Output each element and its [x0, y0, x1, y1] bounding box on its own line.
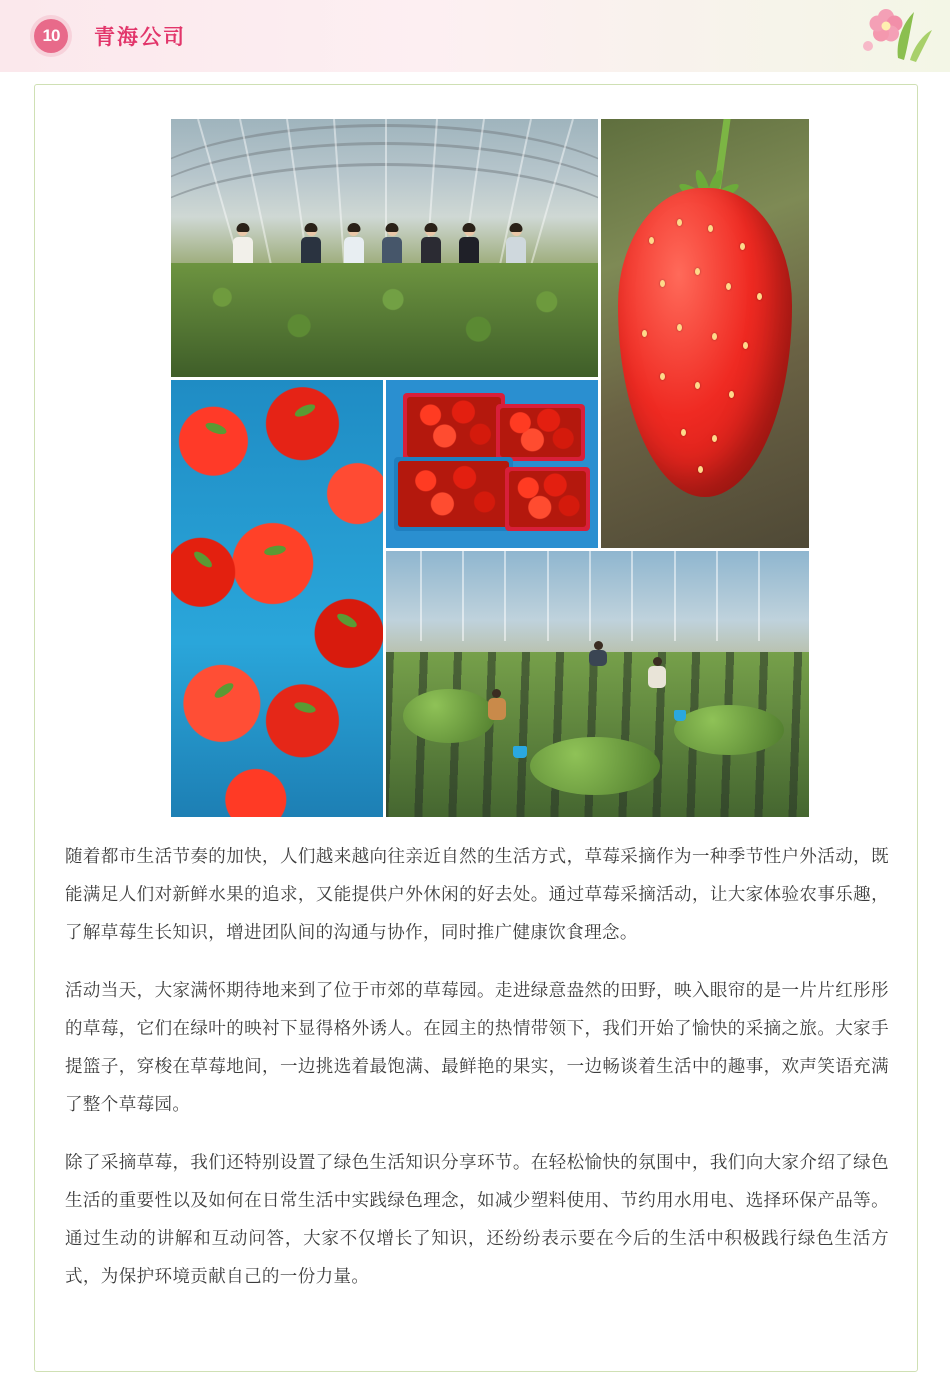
content-frame: [34, 84, 918, 1372]
article-paragraph: 除了采摘草莓，我们还特别设置了绿色生活知识分享环节。在轻松愉快的氛围中，我们向大家介绍了绿色生活的重要性以及如何在日常生活中实践绿色理念，如减少塑料使用、节约用水用电、选择环保产品等。通过生动的讲解和互动问答，大家不仅增长了知识，还纷纷表示要在今后的生活中积极践行绿色生活方式，为保护环境贡献自己的一份力量。: [65, 1152, 889, 1286]
page-title: 青海公司: [94, 26, 186, 49]
red-basket: [505, 467, 590, 531]
article-paragraph: 随着都市生活节奏的加快，人们越来越向往亲近自然的生活方式，草莓采摘作为一种季节性户外活动，既能满足人们对新鲜水果的追求，又能提供户外休闲的好去处。通过草莓采摘活动，让大家体验农事乐趣，了解草莓生长知识，增进团队间的沟通与协作，同时推广健康饮食理念。: [65, 846, 889, 942]
strawberry-beds: [171, 263, 598, 377]
closeup-strawberry-photo: [601, 119, 809, 548]
article-paragraph: 活动当天，大家满怀期待地来到了位于市郊的草莓园。走进绿意盎然的田野，映入眼帘的是一片片红彤彤的草莓，它们在绿叶的映衬下显得格外诱人。在园主的热情带领下，我们开始了愉快的采摘之旅。大家手提篮子，穿梭在草莓地间，一边挑选着最饱满、最鲜艳的果实，一边畅谈着生活中的趣事，欢声笑语充满了整个草莓园。: [65, 980, 889, 1114]
flower-leaf-icon: [852, 2, 932, 70]
standing-picker: [648, 657, 666, 688]
blue-basket: [394, 457, 513, 531]
strawberry-baskets-photo: [386, 380, 598, 548]
strawberry-body: [618, 188, 793, 497]
greenhouse-team-photo: [171, 119, 598, 377]
red-basket: [496, 404, 585, 461]
photo-collage: [171, 119, 803, 811]
distant-picker: [589, 641, 607, 666]
article-body: [65, 837, 889, 1295]
strawberry-field-photo: [386, 551, 809, 817]
strawberry-bowl-photo: [171, 380, 383, 817]
red-basket: [403, 393, 505, 460]
page-header: [0, 0, 950, 72]
section-number-badge: 10: [34, 19, 68, 53]
squatting-picker: [488, 689, 506, 720]
